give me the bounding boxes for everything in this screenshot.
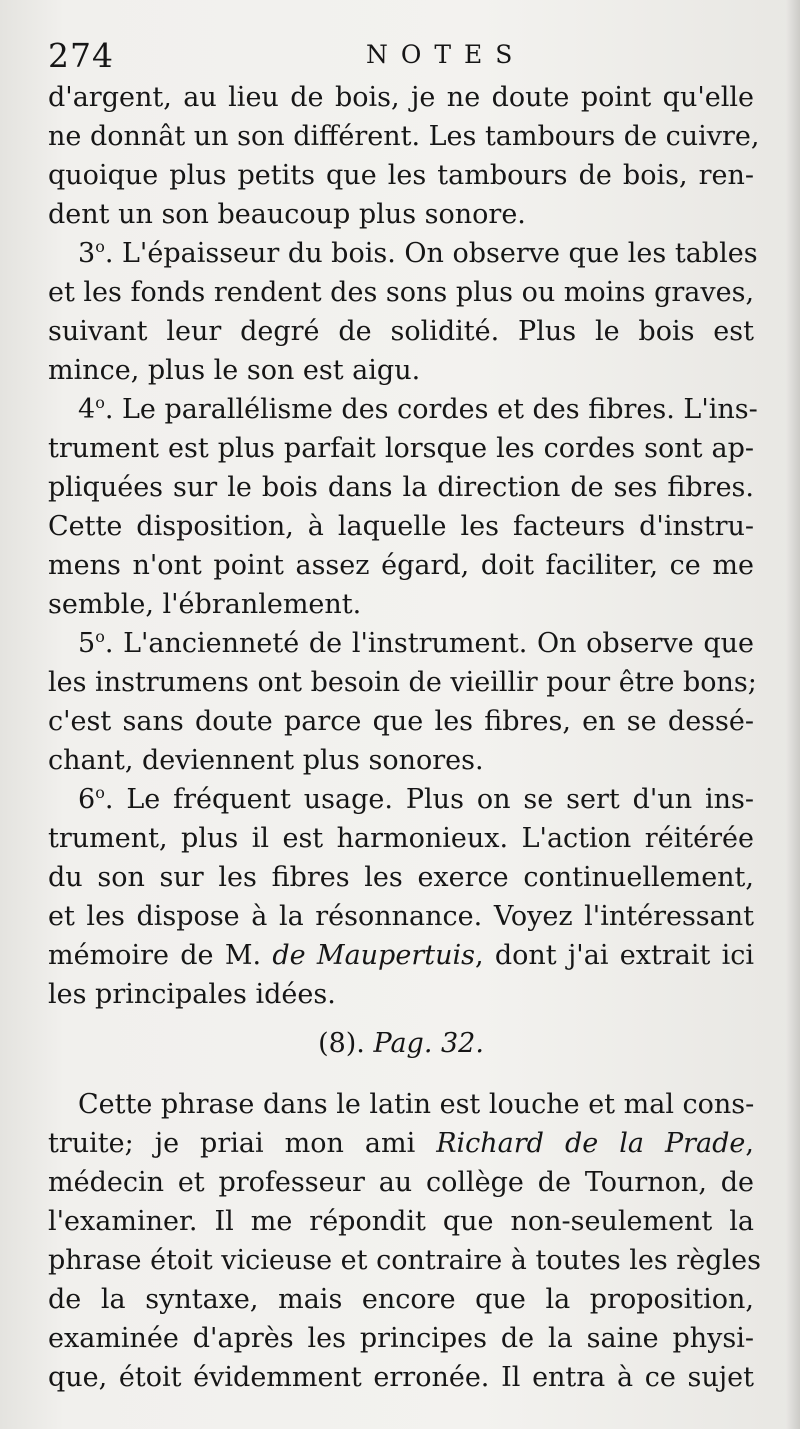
text-line [48,195,754,234]
page-edge-shadow [786,0,800,1429]
text-line [48,234,758,273]
text-line [48,351,754,390]
line-text: examinée d'après les principes de la saine physi- [48,1323,754,1354]
note-page-reference: Pag. 32. [373,1028,484,1059]
text-line [48,741,754,780]
running-head: NOTES [366,40,526,69]
text-line [48,156,754,195]
text-line [48,702,754,741]
line-text: , [745,1128,754,1159]
line-text: . Le parallélisme des cordes et des fibres. L'ins- [104,394,758,425]
text-line [48,78,754,117]
item-number: 3 [78,238,96,269]
body-text [48,78,761,1397]
line-text: pliquées sur le bois dans la direction de ses fibres. [48,472,754,503]
note-number: (8). [318,1028,365,1059]
note-8-text [48,1085,761,1397]
text-line [48,780,754,819]
italic-name: Richard de la Prade [436,1128,746,1159]
note-heading [48,1024,754,1063]
line-text: d'argent, au lieu de bois, je ne doute point qu'elle [48,82,754,113]
line-text: les instrumens ont besoin de vieillir pour être bons; [48,667,757,698]
text-line [48,1085,754,1124]
line-text: médecin et professeur au collège de Tournon, de [48,1167,754,1198]
line-text: trument, plus il est harmonieux. L'action réitérée [48,823,754,854]
line-text-prefix: mémoire de M. [48,940,273,971]
line-text: semble, l'ébranlement. [48,589,362,620]
text-line [48,1358,754,1397]
line-text-prefix: truite; je priai mon ami [48,1128,437,1159]
line-text: mince, plus le son est aigu. [48,355,421,386]
line-text: dent un son beaucoup plus sonore. [48,199,526,230]
text-line [48,975,754,1014]
line-text: . Le fréquent usage. Plus on se sert d'un ins- [104,784,754,815]
text-line [48,1280,754,1319]
text-line [48,429,754,468]
line-text: phrase étoit vicieuse et contraire à toutes les règles [48,1245,761,1276]
line-text: et les fonds rendent des sons plus ou moins graves, [48,277,755,308]
line-text: l'examiner. Il me répondit que non-seulement la [48,1206,754,1237]
text-line [48,468,754,507]
item-number: 4 [78,394,96,425]
ordinal-superscript: o [95,237,105,256]
text-line [48,273,754,312]
line-text: c'est sans doute parce que les fibres, en se dessé- [48,706,754,737]
text-line [48,507,754,546]
line-text: mens n'ont point assez égard, doit faciliter, ce me [48,550,754,581]
line-text: trument est plus parfait lorsque les cordes sont ap- [48,433,754,464]
line-text: . L'ancienneté de l'instrument. On observe que [104,628,754,659]
line-text: que, étoit évidemment erronée. Il entra à ce sujet [48,1362,754,1393]
text-line [48,858,754,897]
text-line [48,1241,761,1280]
line-text: les principales idées. [48,979,336,1010]
line-text: du son sur les fibres les exerce continuellement, [48,862,754,893]
text-line [48,897,754,936]
line-text: de la syntaxe, mais encore que la proposition, [48,1284,754,1315]
line-text: suivant leur degré de solidité. Plus le bois est [48,316,754,347]
text-line [48,312,754,351]
text-line [48,663,757,702]
text-line [48,390,758,429]
text-line [48,117,760,156]
item-number: 5 [78,628,96,659]
page-header [48,34,768,80]
ordinal-superscript: o [95,393,105,412]
page-number: 274 [48,36,114,75]
text-line [48,1319,754,1358]
text-line [48,624,754,663]
line-text: Cette phrase dans le latin est louche et mal cons- [78,1089,755,1120]
note-continuation [48,78,760,1014]
text-line [48,1202,754,1241]
line-text: , dont j'ai extrait ici [474,940,754,971]
line-text: et les dispose à la résonnance. Voyez l'intéressant [48,901,754,932]
text-line [48,936,754,975]
text-line [48,546,754,585]
text-line [48,1163,754,1202]
line-text: quoique plus petits que les tambours de bois, ren- [48,160,754,191]
text-line [48,585,754,624]
item-number: 6 [78,784,96,815]
italic-name: de Maupertuis [272,940,475,971]
ordinal-superscript: o [95,627,105,646]
text-line [48,1124,754,1163]
line-text: chant, deviennent plus sonores. [48,745,484,776]
line-text: Cette disposition, à laquelle les facteurs d'instru- [48,511,754,542]
line-text: ne donnât un son différent. Les tambours de cuivre, [48,121,760,152]
line-text: . L'épaisseur du bois. On observe que les tables [104,238,758,269]
text-line [48,819,754,858]
ordinal-superscript: o [95,783,105,802]
